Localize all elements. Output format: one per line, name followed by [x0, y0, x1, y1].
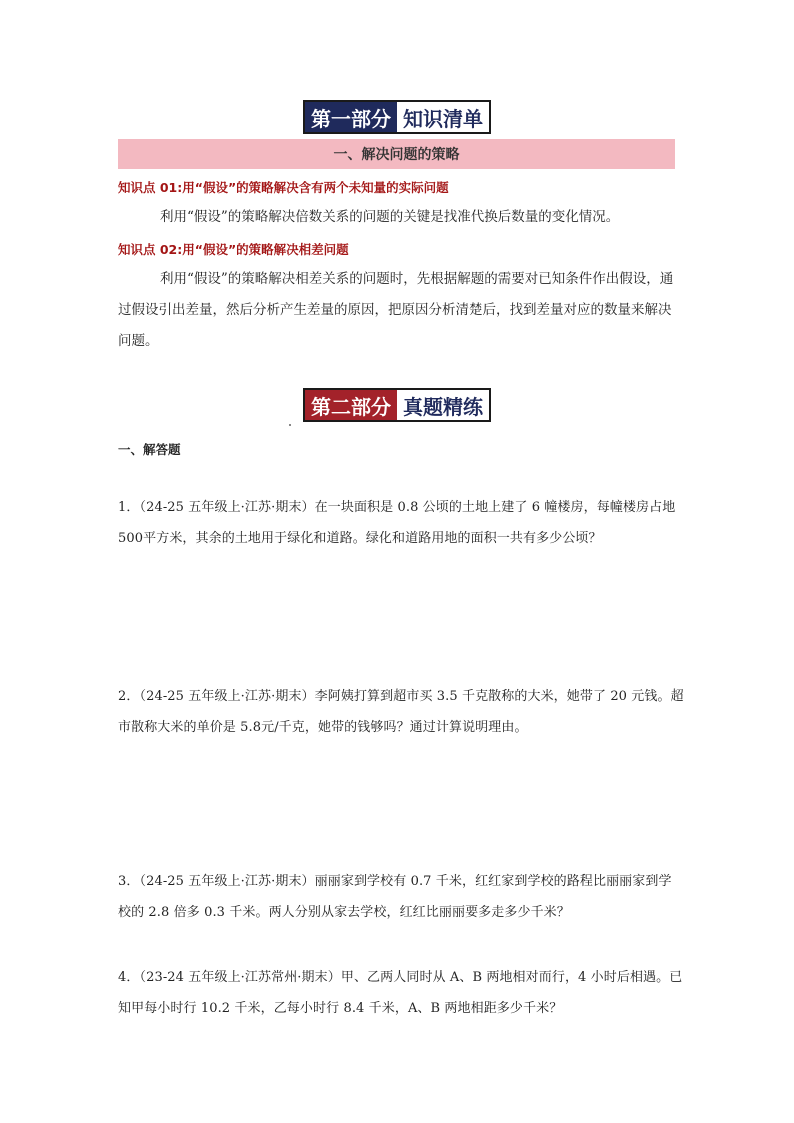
part1-banner — [303, 100, 491, 134]
stray-dot — [289, 424, 291, 426]
question-3: 3．（24-25 五年级上·江苏·期末）丽丽家到学校有 0.7 千米，红红家到学校的路程比丽丽家到学校的 2.8 倍多 0.3 千米。两人分别从家去学校，红红比丽丽要多走多少千米？ — [118, 874, 672, 920]
knowledge-point-2-text: 利用“假设”的策略解决相差关系的问题时，先根据解题的需要对已知条件作出假设，通过假设引出差量，然后分析产生差量的原因，把原因分析清楚后，找到差量对应的数量来解决问题。 — [118, 271, 674, 349]
knowledge-point-1-text: 利用“假设”的策略解决倍数关系的问题的关键是找准代换后数量的变化情况。 — [160, 209, 620, 225]
part2-banner-left: 第二部分 — [305, 390, 397, 420]
knowledge-point-1-title: 知识点 01:用“假设”的策略解决含有两个未知量的实际问题 — [118, 180, 449, 195]
part2-banner — [303, 388, 491, 422]
part1-banner-left: 第一部分 — [305, 102, 397, 132]
knowledge-point-2-title: 知识点 02:用“假设”的策略解决相差问题 — [118, 242, 349, 257]
question-2: 2．（24-25 五年级上·江苏·期末）李阿姨打算到超市买 3.5 千克散称的大米，她带了 20 元钱。超市散称大米的单价是 5.8元/千克，她带的钱够吗？通过计算说明理由。 — [118, 689, 684, 735]
part1-banner-right: 知识清单 — [397, 102, 489, 132]
question-4: 4．（23-24 五年级上·江苏常州·期末）甲、乙两人同时从 A、B 两地相对而行，4 小时后相遇。已知甲每小时行 10.2 千米，乙每小时行 8.4 千米，A、B 两地相距多少千米？ — [118, 970, 683, 1016]
section-title-bar: 一、解决问题的策略 — [118, 139, 675, 169]
questions-heading: 一、解答题 — [118, 442, 181, 457]
question-1: 1．（24-25 五年级上·江苏·期末）在一块面积是 0.8 公顷的土地上建了 6 幢楼房，每幢楼房占地500平方米，其余的土地用于绿化和道路。绿化和道路用地的面积一共有多少公顷？ — [118, 500, 676, 546]
part2-banner-right: 真题精练 — [397, 390, 489, 420]
